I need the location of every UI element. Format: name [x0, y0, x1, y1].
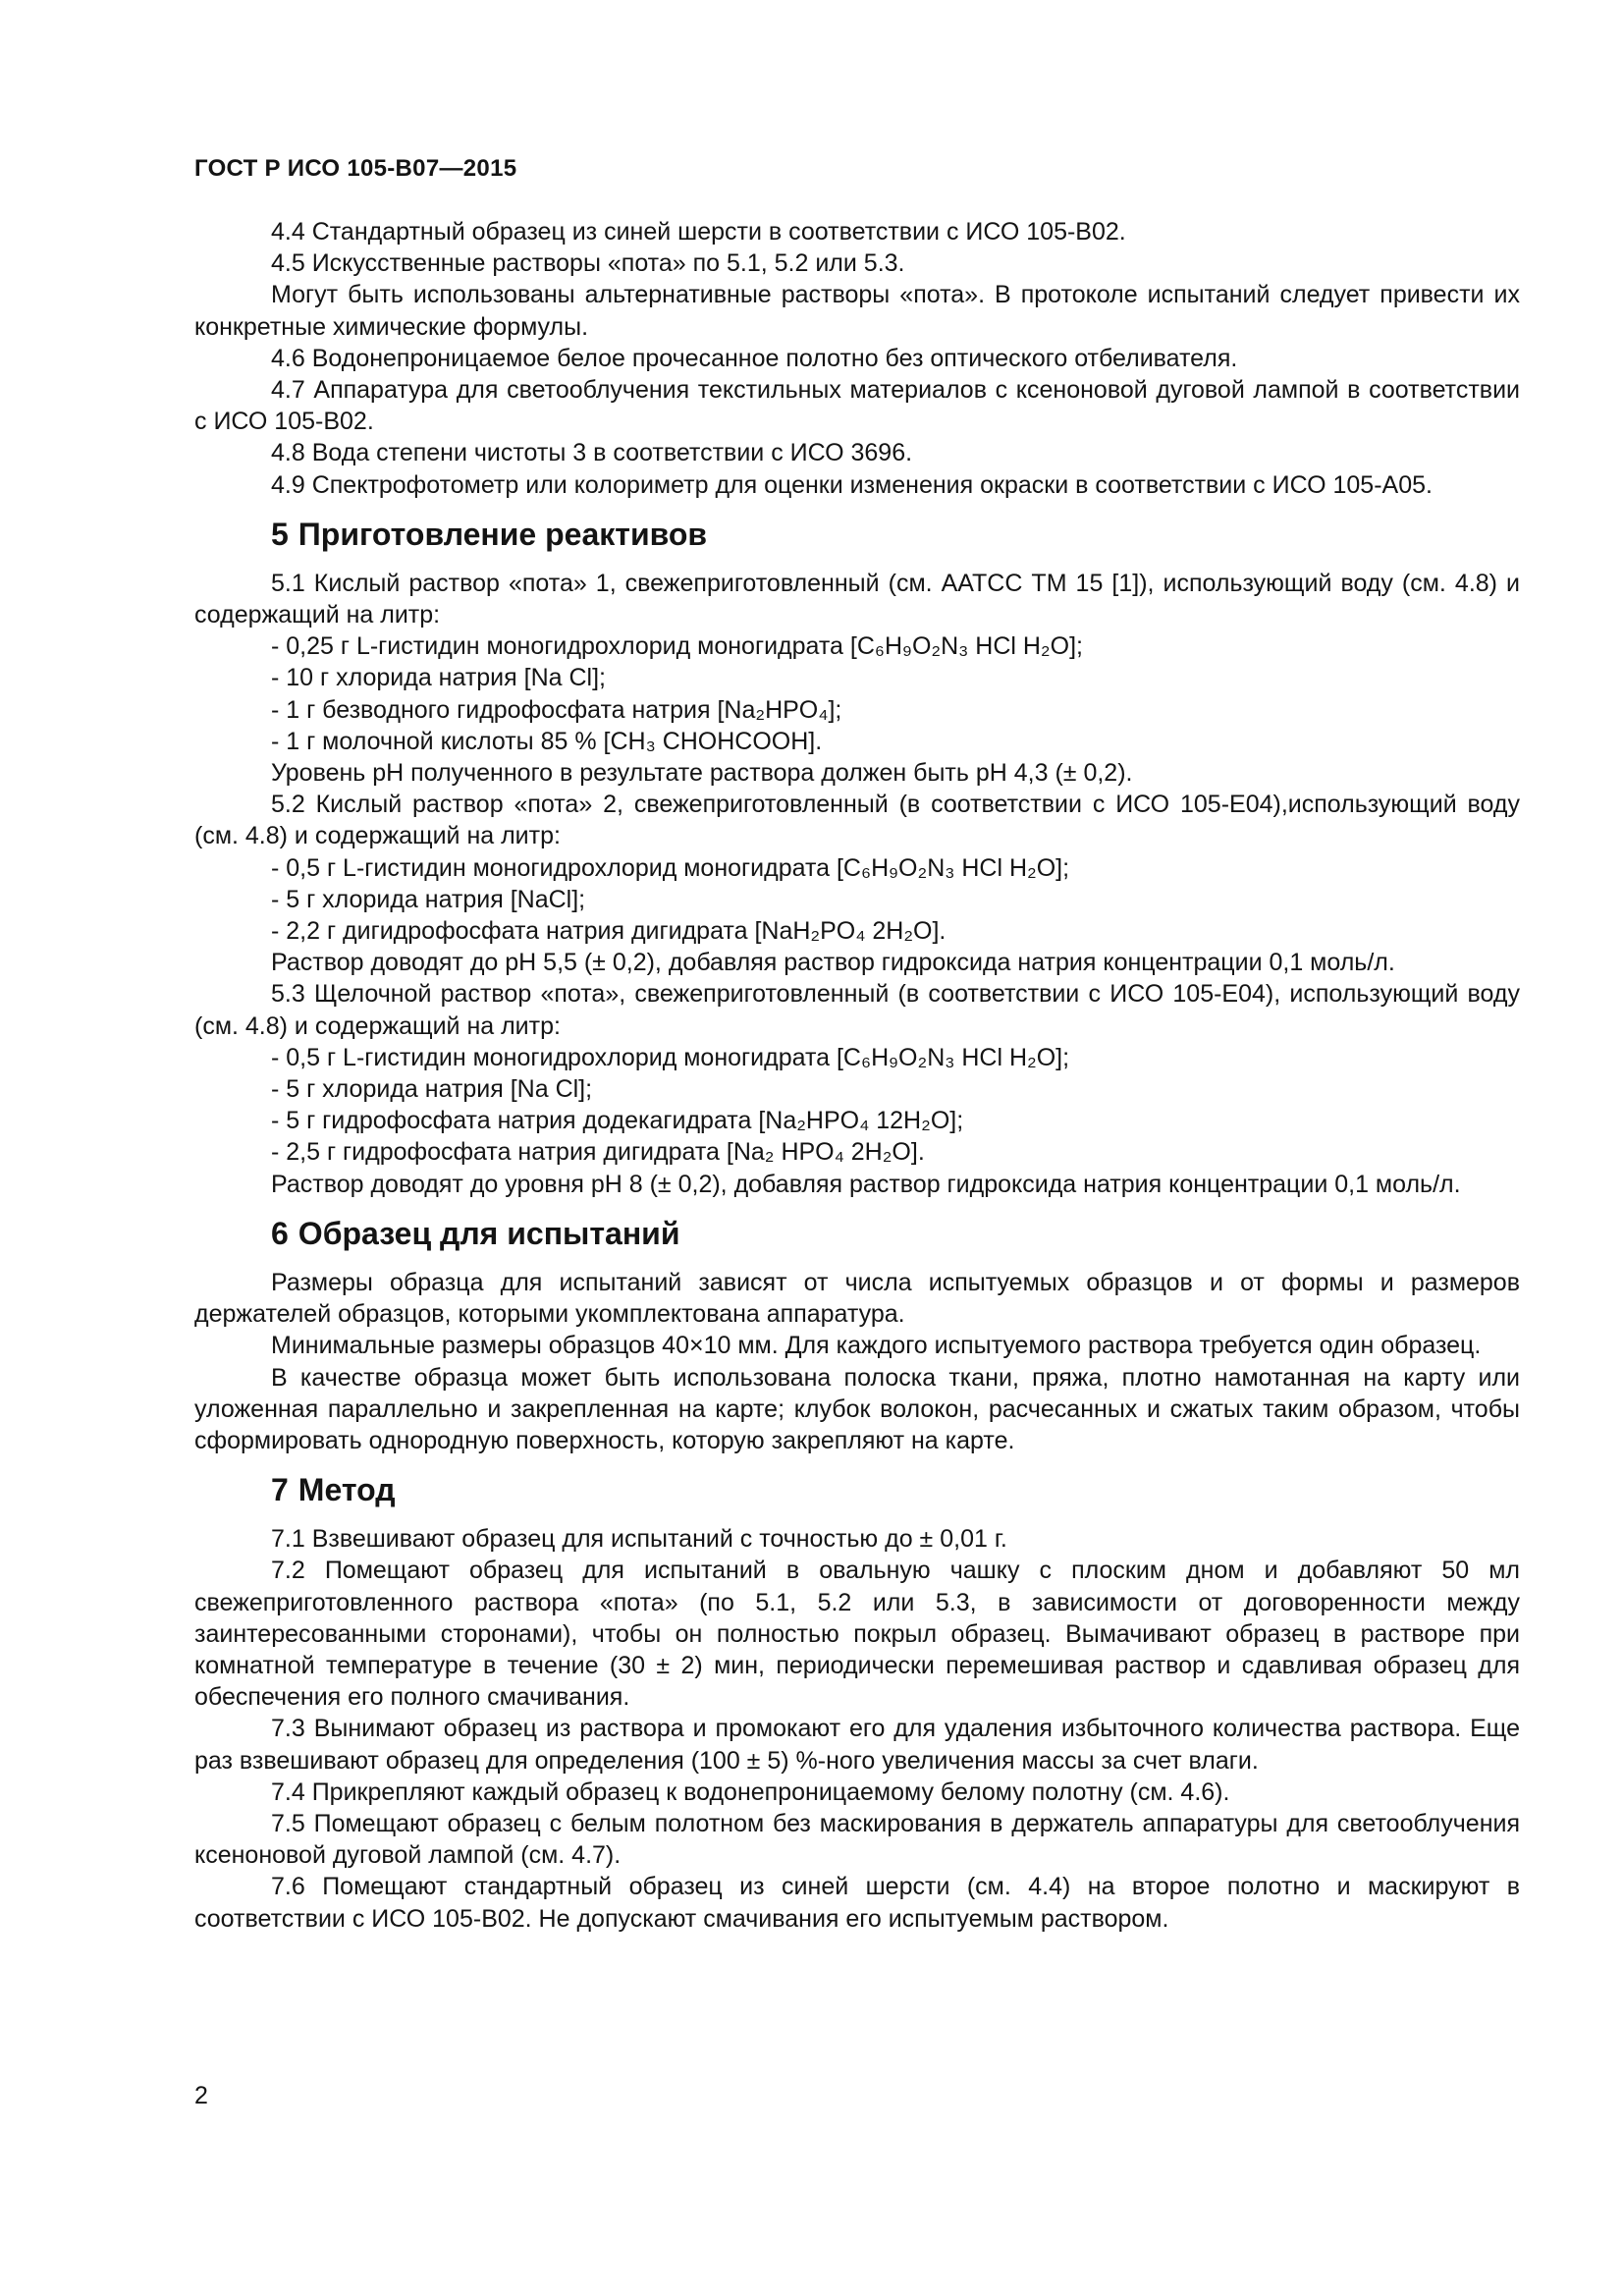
section-6-heading: [271, 1214, 1520, 1253]
list-item: - 5 г хлорида натрия [NaCl];: [271, 885, 586, 913]
paragraph-4-7: 4.7 Аппаратура для светооблучения текстильных материалов с ксеноновой дуговой лампой в соответствии с ИСО 105-В02.: [194, 376, 1520, 436]
section-6-number: 6: [271, 1215, 289, 1251]
paragraph-4-9: 4.9 Спектрофотометр или колориметр для оценки изменения окраски в соответствии с ИСО 105-А05.: [271, 470, 1433, 499]
paragraph-7-6: 7.6 Помещают стандартный образец из синей шерсти (см. 4.4) на второе полотно и маскируют в соответствии с ИСО 105-В02. Не допускают смачивания его испытуемым раствором.: [194, 1873, 1520, 1933]
paragraph-7-4: 7.4 Прикрепляют каждый образец к водонепроницаемому белому полотну (см. 4.6).: [271, 1777, 1230, 1806]
page-number: 2: [194, 2082, 208, 2109]
paragraph-4-4: 4.4 Стандартный образец из синей шерсти в соответствии с ИСО 105-В02.: [271, 218, 1126, 246]
paragraph-ph-3: Раствор доводят до уровня рН 8 (± 0,2), добавляя раствор гидроксида натрия концентрации 0,1 моль/л.: [271, 1170, 1461, 1198]
list-item: - 10 г хлорида натрия [Na Cl];: [271, 664, 606, 692]
section-5-number: 5: [271, 516, 289, 552]
paragraph-5-2: 5.2 Кислый раствор «пота» 2, свежеприготовленный (в соответствии с ИСО 105-Е04),использующий воду (см. 4.8) и содержащий на литр:: [194, 791, 1520, 850]
section-6-title: Образец для испытаний: [298, 1215, 680, 1251]
section-5-heading: [271, 515, 1520, 554]
list-item: - 0,5 г L-гистидин моногидрохлорид моногидрата [C₆H₉O₂N₃ HCl H₂O];: [271, 853, 1070, 882]
section-5-title: Приготовление реактивов: [298, 516, 708, 552]
paragraph-ph-1: Уровень рН полученного в результате раствора должен быть рН 4,3 (± 0,2).: [271, 759, 1133, 788]
paragraph-7-2: 7.2 Помещают образец для испытаний в овальную чашку с плоским дном и добавляют 50 мл свежеприготовленного раствора «пота» (по 5.1, 5.2 или 5.3, в зависимости от договоренности между заинтересованными сторонами), чтобы он полностью покрыл образец. Вымачивают образец в растворе при комнатной температуре в течение (30 ± 2) мин, периодически перемешивая раствор и сдавливая образец для обеспечения его полного смачивания.: [194, 1557, 1520, 1712]
paragraph-6-2: Минимальные размеры образцов 40×10 мм. Для каждого испытуемого раствора требуется один образец.: [271, 1332, 1482, 1360]
paragraph-4-6: 4.6 Водонепроницаемое белое прочесанное полотно без оптического отбеливателя.: [271, 344, 1238, 372]
paragraph-4-5-note: Могут быть использованы альтернативные растворы «пота». В протоколе испытаний следует привести их конкретные химические формулы.: [194, 281, 1520, 341]
paragraph-5-3: 5.3 Щелочной раствор «пота», свежеприготовленный (в соответствии с ИСО 105-Е04), использующий воду (см. 4.8) и содержащий на литр:: [194, 980, 1520, 1040]
section-7-heading: [271, 1470, 1520, 1509]
document-header: ГОСТ Р ИСО 105-B07—2015: [194, 155, 517, 182]
paragraph-6-3: В качестве образца может быть использована полоска ткани, пряжа, плотно намотанная на карту или уложенная параллельно и закрепленная на карте; клубок волокон, расчесанных и сжатых таким образом, чтобы сформировать однородную поверхность, которую закрепляют на карте.: [194, 1363, 1520, 1454]
paragraph-4-8: 4.8 Вода степени чистоты 3 в соответствии с ИСО 3696.: [271, 439, 913, 467]
list-item: - 0,5 г L-гистидин моногидрохлорид моногидрата [C₆H₉O₂N₃ HCl H₂O];: [271, 1043, 1070, 1071]
paragraph-4-5: 4.5 Искусственные растворы «пота» по 5.1, 5.2 или 5.3.: [271, 249, 905, 278]
section-7-title: Метод: [298, 1472, 396, 1508]
list-item: - 1 г безводного гидрофосфата натрия [Na₂HPO₄];: [271, 695, 842, 724]
paragraph-5-1: 5.1 Кислый раствор «пота» 1, свежеприготовленный (см. ААТСС ТМ 15 [1]), использующий воду (см. 4.8) и содержащий на литр:: [194, 569, 1520, 629]
list-item: - 2,5 г гидрофосфата натрия дигидрата [Na₂ HPO₄ 2H₂O].: [271, 1138, 925, 1167]
list-item: - 0,25 г L-гистидин моногидрохлорид моногидрата [C₆H₉O₂N₃ HCl H₂O];: [271, 632, 1083, 661]
section-7-number: 7: [271, 1472, 289, 1508]
paragraph-7-5: 7.5 Помещают образец с белым полотном без маскирования в держатель аппаратуры для светооблучения ксеноновой дуговой лампой (см. 4.7).: [194, 1809, 1520, 1870]
list-item: - 5 г гидрофосфата натрия додекагидрата [Na₂HPO₄ 12H₂O];: [271, 1107, 964, 1135]
list-item: - 2,2 г дигидрофосфата натрия дигидрата [NaH₂PO₄ 2H₂O].: [271, 917, 947, 946]
paragraph-7-3: 7.3 Вынимают образец из раствора и промокают его для удаления избыточного количества раствора. Еще раз взвешивают образец для определения (100 ± 5) %-ного увеличения массы за счет влаги.: [194, 1715, 1520, 1775]
paragraph-6-1: Размеры образца для испытаний зависят от числа испытуемых образцов и от формы и размеров держателей образцов, которыми укомплектована аппаратура.: [194, 1268, 1520, 1329]
paragraph-ph-2: Раствор доводят до рН 5,5 (± 0,2), добавляя раствор гидроксида натрия концентрации 0,1 моль/л.: [271, 949, 1395, 977]
list-item: - 5 г хлорида натрия [Na Cl];: [271, 1075, 593, 1104]
paragraph-7-1: 7.1 Взвешивают образец для испытаний с точностью до ± 0,01 г.: [271, 1525, 1007, 1554]
list-item: - 1 г молочной кислоты 85 % [CH₃ CHOHCOOH].: [271, 727, 823, 755]
document-body: [194, 216, 1520, 1935]
